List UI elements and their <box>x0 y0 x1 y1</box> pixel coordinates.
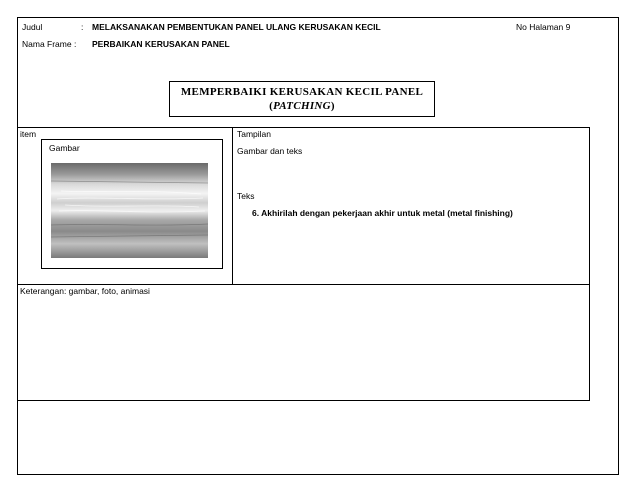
judul-value: MELAKSANAKAN PEMBENTUKAN PANEL ULANG KERUSAKAN KECIL <box>92 22 381 32</box>
frame-label: Nama Frame : <box>22 39 77 49</box>
teks-label: Teks <box>237 191 255 201</box>
judul-colon: : <box>81 22 84 32</box>
tampilan-type: Gambar dan teks <box>237 146 303 156</box>
frame-value: PERBAIKAN KERUSAKAN PANEL <box>92 39 230 49</box>
column-divider <box>232 127 233 284</box>
image-label: Gambar <box>49 143 80 153</box>
page-number: No Halaman 9 <box>516 22 571 32</box>
title-line-2: (PATCHING) <box>269 100 335 112</box>
judul-label: Judul <box>22 22 43 32</box>
title-line-1: MEMPERBAIKI KERUSAKAN KECIL PANEL <box>180 86 424 98</box>
item-label: item <box>20 129 37 139</box>
row-divider <box>17 284 590 285</box>
panel-photo <box>51 163 208 258</box>
keterangan-text: Keterangan: gambar, foto, animasi <box>20 286 150 296</box>
page-title <box>169 81 435 117</box>
tampilan-label: Tampilan <box>237 129 272 139</box>
step-text: 6. Akhirilah dengan pekerjaan akhir untuk metal (metal finishing) <box>252 208 513 218</box>
